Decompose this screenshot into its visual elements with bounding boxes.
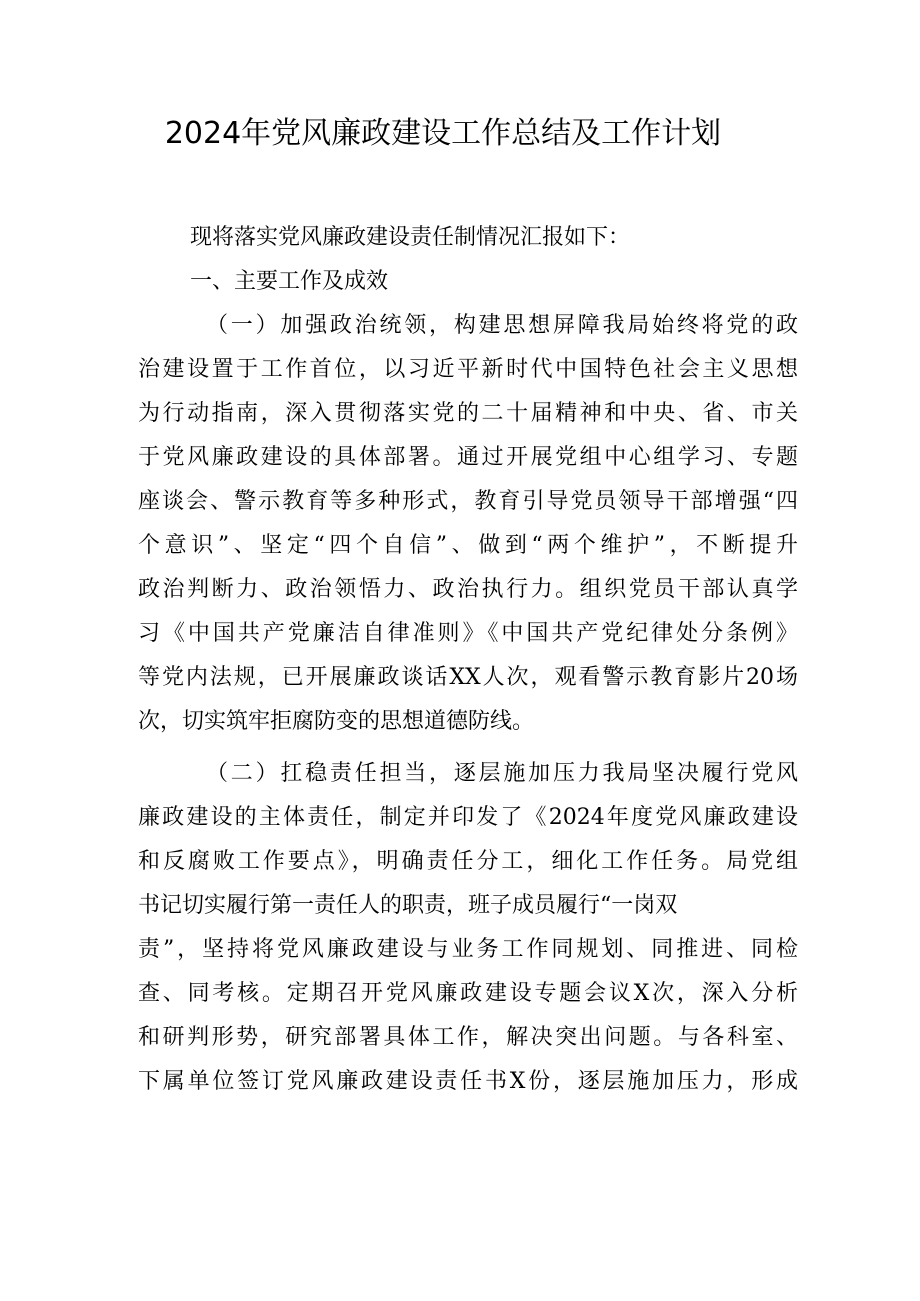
- paragraph-line: 个意识”、坚定“四个自信”、做到“两个维护”，不断提升: [138, 533, 798, 558]
- paragraph-line: 为行动指南，深入贯彻落实党的二十届精神和中央、省、市关: [138, 401, 798, 426]
- paragraph-line: （一）加强政治统领，构建思想屏障我局始终将党的政: [206, 313, 798, 338]
- paragraph-1: [138, 304, 798, 744]
- paragraph-line: 廉政建设的主体责任，制定并印发了《2024年度党风廉政建设: [138, 805, 798, 830]
- paragraph-line: 习《中国共产党廉洁自律准则》《中国共产党纪律处分条例》: [138, 621, 798, 646]
- paragraph-line: 书记切实履行第一责任人的职责，班子成员履行“一岗双: [138, 893, 678, 918]
- intro-paragraph: 现将落实党风廉政建设责任制情况汇报如下：: [190, 225, 631, 250]
- section-heading: 一、主要工作及成效: [190, 269, 389, 294]
- paragraph-line: 座谈会、警示教育等多种形式，教育引导党员领导干部增强“四: [138, 489, 798, 514]
- paragraph-line: 查、同考核。定期召开党风廉政建设专题会议X次，深入分析: [138, 981, 798, 1006]
- paragraph-2: [138, 752, 798, 1104]
- paragraph-line: 次，切实筑牢拒腐防变的思想道德防线。: [138, 709, 535, 734]
- paragraph-line: （二）扛稳责任担当，逐层施加压力我局坚决履行党风: [206, 761, 798, 786]
- paragraph-line: 和反腐败工作要点》，明确责任分工，细化工作任务。局党组: [138, 849, 798, 874]
- paragraph-line: 下属单位签订党风廉政建设责任书X份，逐层施加压力，形成: [138, 1069, 798, 1094]
- paragraph-line: 政治判断力、政治领悟力、政治执行力。组织党员干部认真学: [138, 577, 798, 602]
- document-title: 2024年党风廉政建设工作总结及工作计划: [164, 116, 722, 151]
- document-body: [138, 216, 798, 1104]
- paragraph-line: 责”，坚持将党风廉政建设与业务工作同规划、同推进、同检: [138, 937, 798, 962]
- paragraph-line: 和研判形势，研究部署具体工作，解决突出问题。与各科室、: [138, 1025, 798, 1050]
- paragraph-line: 治建设置于工作首位，以习近平新时代中国特色社会主义思想: [138, 357, 798, 382]
- paragraph-line: 于党风廉政建设的具体部署。通过开展党组中心组学习、专题: [138, 445, 798, 470]
- paragraph-line: 等党内法规，已开展廉政谈话XX人次，观看警示教育影片20场: [138, 665, 798, 690]
